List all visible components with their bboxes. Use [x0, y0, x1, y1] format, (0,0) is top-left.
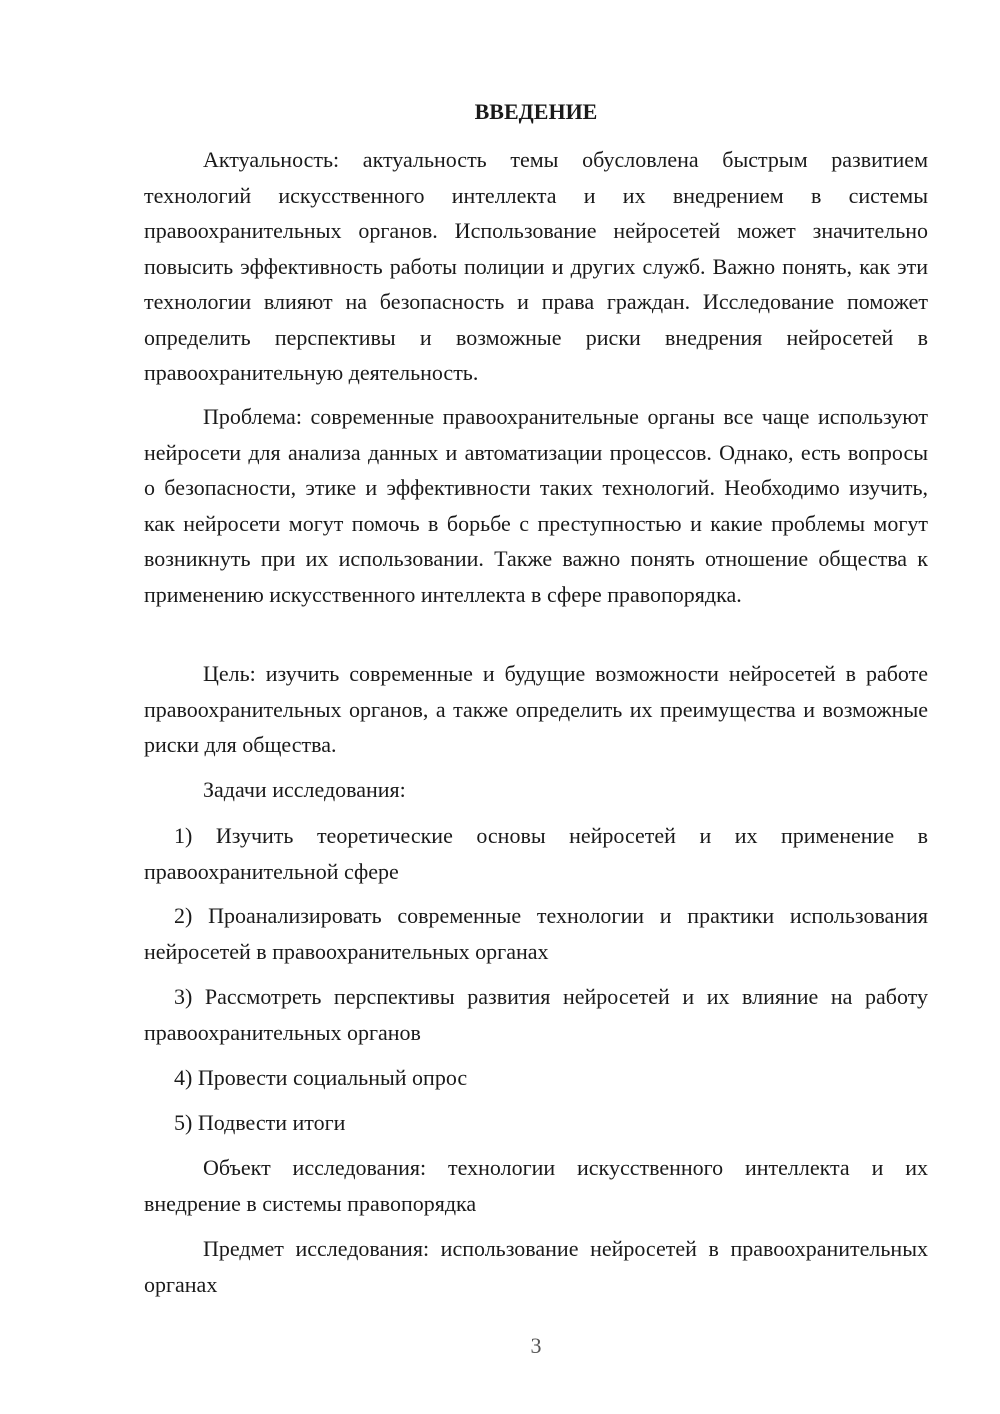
- page-number: 3: [530, 1333, 542, 1358]
- task-item-5: 5) Подвести итоги: [174, 1110, 346, 1135]
- task-item-4: 4) Провести социальный опрос: [174, 1065, 468, 1090]
- object-paragraph: Объект исследования: технологии искусственного интеллекта и их внедрение в системы правопорядка: [144, 1155, 928, 1216]
- goal-paragraph: Цель: изучить современные и будущие возможности нейросетей в работе правоохранительных органов, а также определить их преимущества и возможные риски для общества.: [144, 661, 928, 757]
- document-page: [144, 0, 928, 1414]
- task-item-3: 3) Рассмотреть перспективы развития нейросетей и их влияние на работу правоохранительных органов: [144, 984, 928, 1045]
- tasks-heading: Задачи исследования:: [203, 777, 406, 802]
- task-item-1: 1) Изучить теоретические основы нейросетей и их применение в правоохранительной сфере: [144, 823, 928, 884]
- problem-paragraph: Проблема: современные правоохранительные органы все чаще используют нейросети для анализа данных и автоматизации процессов. Однако, есть вопросы о безопасности, этике и эффективности таких технологий. Необходимо изучить, как нейросети могут помочь в борьбе с преступностью и какие проблемы могут возникнуть при их использовании. Также важно понять отношение общества к применению искусственного интеллекта в сфере правопорядка.: [144, 404, 928, 607]
- task-item-2: 2) Проанализировать современные технологии и практики использования нейросетей в правоохранительных органах: [144, 903, 928, 964]
- subject-paragraph: Предмет исследования: использование нейросетей в правоохранительных органах: [144, 1236, 928, 1297]
- page-title: ВВЕДЕНИЕ: [474, 99, 598, 124]
- relevance-paragraph: Актуальность: актуальность темы обусловлена быстрым развитием технологий искусственного интеллекта и их внедрением в системы правоохранительных органов. Использование нейросетей может значительно повысить эффективность работы полиции и других служб. Важно понять, как эти технологии влияют на безопасность и права граждан. Исследование поможет определить перспективы и возможные риски внедрения нейросетей в правоохранительную деятельность.: [144, 147, 928, 385]
